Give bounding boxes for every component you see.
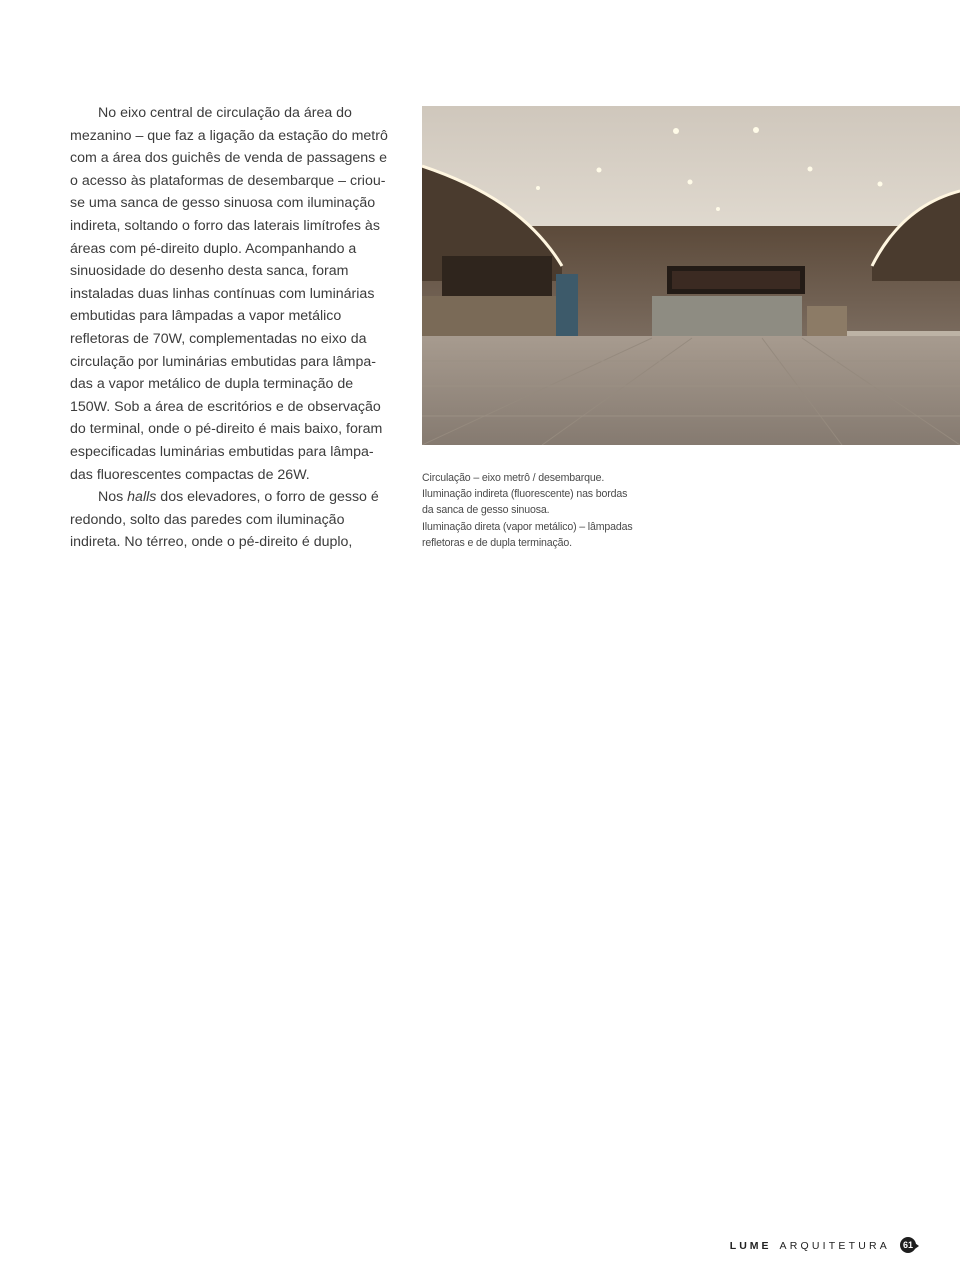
text-line: o acesso às plataformas de desembarque – criou- (70, 172, 386, 189)
text-line: redondo, solto das paredes com iluminação (70, 511, 345, 528)
text-line: 150W. Sob a área de escritórios e de observação (70, 398, 381, 415)
text-line: das a vapor metálico de dupla terminação de (70, 376, 354, 393)
text-line: embutidas para lâmpadas a vapor metálico (70, 308, 342, 325)
italic-word: halls (127, 489, 157, 506)
text-line: do terminal, onde o pé-direito é mais baixo, foram (70, 421, 383, 438)
magazine-brand: LUME (729, 1240, 772, 1252)
text-line: instaladas duas linhas contínuas com luminárias (70, 285, 375, 302)
caption-line: da sanca de gesso sinuosa. (422, 504, 550, 517)
page-footer (730, 1236, 918, 1256)
terminal-photo (422, 106, 960, 445)
text-line: se uma sanca de gesso sinuosa com iluminação (70, 195, 376, 212)
text-line: refletoras de 70W, complementadas no eixo da (70, 330, 367, 347)
caption-line: Iluminação indireta (fluorescente) nas bordas (422, 488, 628, 501)
text-fragment: Nos (98, 489, 128, 506)
caption-line: Iluminação direta (vapor metálico) – lâmpadas (422, 520, 633, 533)
article-body (70, 102, 392, 554)
page-number-badge (900, 1237, 918, 1255)
text-line: mezanino – que faz a ligação da estação do metrô (70, 127, 388, 144)
magazine-section: ARQUITETURA (779, 1240, 890, 1252)
text-line: das fluorescentes compactas de 26W. (70, 466, 310, 483)
page-number: 61 (902, 1240, 913, 1250)
text-line: com a área dos guichês de venda de passagens e (70, 150, 388, 167)
photo-caption (422, 470, 682, 551)
text-line: indireta. No térreo, onde o pé-direito é duplo, (70, 534, 353, 551)
text-line: No eixo central de circulação da área do (98, 105, 352, 121)
text-line: áreas com pé-direito duplo. Acompanhando a (70, 240, 357, 257)
text-line: sinuosidade do desenho desta sanca, foram (70, 263, 349, 280)
text-line (70, 486, 392, 509)
text-line: circulação por luminárias embutidas para lâmpa- (70, 353, 376, 370)
text-fragment: dos elevadores, o forro de gesso é (156, 489, 379, 506)
caption-line: Circulação – eixo metrô / desembarque. (422, 472, 605, 484)
text-line: indireta, soltando o forro das laterais limítrofes às (70, 217, 380, 234)
caption-line: refletoras e de dupla terminação. (422, 536, 572, 549)
text-line: especificadas luminárias embutidas para lâmpa- (70, 443, 374, 460)
